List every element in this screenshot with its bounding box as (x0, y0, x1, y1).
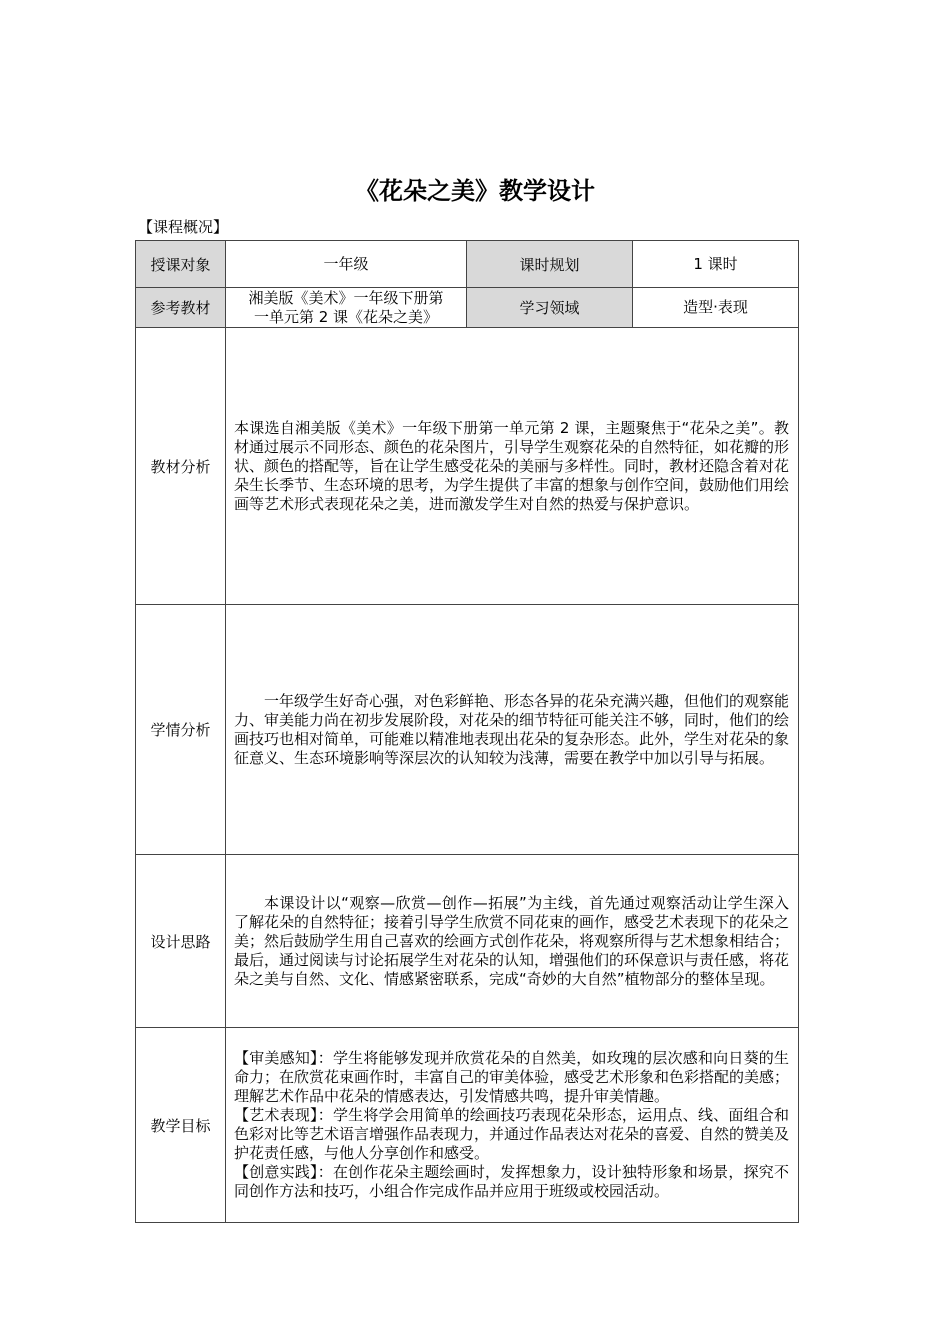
goal-creative-practice: 【创意实践】：在创作花朵主题绘画时，发挥想象力，设计独特形象和场景，探究不同创作方法和技巧，小组合作完成作品并应用于班级或校园活动。 (234, 1163, 789, 1200)
value-audience: 一年级 (226, 241, 467, 288)
table-row (136, 1028, 799, 1223)
section-label-overview: 【课程概况】 (138, 218, 229, 236)
value-learning-domain: 造型·表现 (633, 288, 799, 328)
table-row (136, 328, 799, 605)
table-row (136, 241, 799, 288)
design-idea-paragraph: 本课设计以“观察—欣赏—创作—拓展”为主线，首先通过观察活动让学生深入了解花朵的自然特征；接着引导学生欣赏不同花束的画作，感受艺术表现下的花朵之美；然后鼓励学生用自己喜欢的绘画方式创作花朵，将观察所得与艺术想象相结合；最后，通过阅读与讨论拓展学生对花朵的认知，增强他们的环保意识与责任感，将花朵之美与自然、文化、情感紧密联系，完成“奇妙的大自然”植物部分的整体呈现。 (234, 893, 790, 988)
goal-aesthetic-perception: 【审美感知】：学生将能够发现并欣赏花朵的自然美，如玫瑰的层次感和向日葵的生命力；在欣赏花束画作时，丰富自己的审美体验，感受艺术形象和色彩搭配的美感；理解艺术作品中花朵的情感表达，引发情感共鸣，提升审美情趣。 (234, 1049, 790, 1105)
label-textbook: 参考教材 (136, 288, 226, 328)
course-overview-table (135, 240, 799, 1223)
label-textbook-analysis: 教材分析 (136, 328, 226, 605)
textbook-analysis-paragraph: 本课选自湘美版《美术》一年级下册第一单元第 2 课，主题聚焦于“花朵之美”。教材通过展示不同形态、颜色的花朵图片，引导学生观察花朵的自然特征，如花瓣的形状、颜色的搭配等，旨在让学生感受花朵的美丽与多样性。同时，教材还隐含着对花朵生长季节、生态环境的思考，为学生提供了丰富的想象与创作空间，鼓励他们用绘画等艺术形式表现花朵之美，进而激发学生对自然的热爱与保护意识。 (234, 418, 790, 513)
design-idea-text (226, 855, 799, 1028)
document-title: 《花朵之美》教学设计 (355, 177, 595, 205)
label-audience: 授课对象 (136, 241, 226, 288)
label-design-idea: 设计思路 (136, 855, 226, 1028)
label-lesson-plan: 课时规划 (467, 241, 633, 288)
label-student-analysis: 学情分析 (136, 605, 226, 855)
table-row (136, 605, 799, 855)
textbook-analysis-text (226, 328, 799, 605)
student-analysis-paragraph: 一年级学生好奇心强，对色彩鲜艳、形态各异的花朵充满兴趣，但他们的观察能力、审美能力尚在初步发展阶段，对花朵的细节特征可能关注不够，同时，他们的绘画技巧也相对简单，可能难以精准地表现出花朵的复杂形态。此外，学生对花朵的象征意义、生态环境影响等深层次的认知较为浅薄，需要在教学中加以引导与拓展。 (234, 691, 790, 767)
label-teaching-goals: 教学目标 (136, 1028, 226, 1223)
label-learning-domain: 学习领域 (467, 288, 633, 328)
value-textbook-line2: 一单元第 2 课《花朵之美》 (253, 307, 439, 326)
teaching-goals-text (226, 1028, 799, 1223)
student-analysis-text (226, 605, 799, 855)
table-row (136, 288, 799, 328)
goal-artistic-expression: 【艺术表现】：学生将学会用简单的绘画技巧表现花朵形态，运用点、线、面组合和色彩对比等艺术语言增强作品表现力，并通过作品表达对花朵的喜爱、自然的赞美及护花责任感，与他人分享创作和感受。 (234, 1106, 790, 1162)
table-row (136, 855, 799, 1028)
value-textbook (226, 288, 467, 328)
value-lesson-plan: 1 课时 (633, 241, 799, 288)
value-textbook-line1: 湘美版《美术》一年级下册第 (248, 288, 444, 307)
